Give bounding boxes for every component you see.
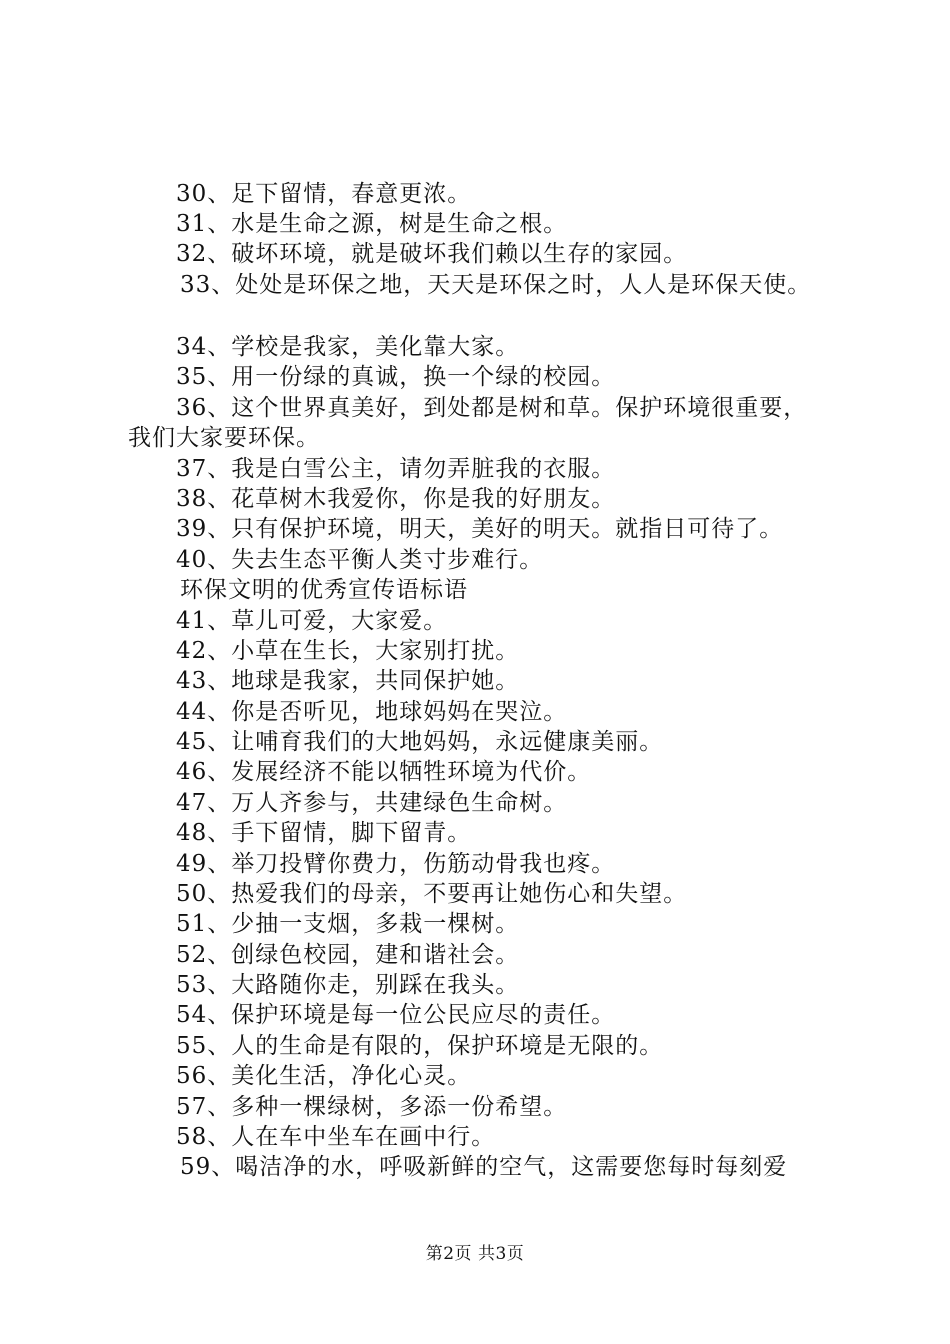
text-line: 42、小草在生长，大家别打扰。 <box>176 638 520 664</box>
text-line: 41、草儿可爱，大家爱。 <box>176 608 448 634</box>
text-line: 38、花草树木我爱你，你是我的好朋友。 <box>176 486 616 512</box>
text-line: 56、美化生活，净化心灵。 <box>176 1063 472 1089</box>
text-line: 48、手下留情，脚下留青。 <box>176 820 472 846</box>
text-line: 47、万人齐参与，共建绿色生命树。 <box>176 790 568 816</box>
text-line: 50、热爱我们的母亲，不要再让她伤心和失望。 <box>176 881 688 907</box>
text-line: 54、保护环境是每一位公民应尽的责任。 <box>176 1002 616 1028</box>
text-line: 36、这个世界真美好，到处都是树和草。保护环境很重要， <box>176 395 808 421</box>
text-line: 53、大路随你走，别踩在我头。 <box>176 972 520 998</box>
text-line: 32、破坏环境，就是破坏我们赖以生存的家园。 <box>176 241 688 267</box>
text-line: 49、举刀投臂你费力，伤筋动骨我也疼。 <box>176 851 616 877</box>
text-line: 37、我是白雪公主，请勿弄脏我的衣服。 <box>176 456 616 482</box>
text-line: 45、让哺育我们的大地妈妈，永远健康美丽。 <box>176 729 664 755</box>
page-footer: 第2页 共3页 <box>425 1244 525 1264</box>
text-line: 59、喝洁净的水，呼吸新鲜的空气，这需要您每时每刻爱 <box>180 1154 788 1180</box>
text-line: 52、创绿色校园，建和谐社会。 <box>176 942 520 968</box>
text-line: 34、学校是我家，美化靠大家。 <box>176 334 520 360</box>
text-line: 55、人的生命是有限的，保护环境是无限的。 <box>176 1033 664 1059</box>
text-line: 46、发展经济不能以牺牲环境为代价。 <box>176 759 592 785</box>
text-line: 39、只有保护环境，明天，美好的明天。就指日可待了。 <box>176 516 784 542</box>
text-line: 58、人在车中坐车在画中行。 <box>176 1124 496 1150</box>
text-line: 33、处处是环保之地，天天是环保之时，人人是环保天使。 <box>180 272 812 298</box>
text-line: 31、水是生命之源，树是生命之根。 <box>176 211 568 237</box>
text-line: 35、用一份绿的真诚，换一个绿的校园。 <box>176 364 616 390</box>
section-heading: 环保文明的优秀宣传语标语 <box>180 577 468 603</box>
text-line: 44、你是否听见，地球妈妈在哭泣。 <box>176 699 568 725</box>
text-line: 57、多种一棵绿树，多添一份希望。 <box>176 1094 568 1120</box>
text-line: 43、地球是我家，共同保护她。 <box>176 668 520 694</box>
text-line: 51、少抽一支烟，多栽一棵树。 <box>176 911 520 937</box>
text-line: 30、足下留情，春意更浓。 <box>176 181 472 207</box>
text-line: 我们大家要环保。 <box>128 425 320 451</box>
text-line: 40、失去生态平衡人类寸步难行。 <box>176 547 544 573</box>
